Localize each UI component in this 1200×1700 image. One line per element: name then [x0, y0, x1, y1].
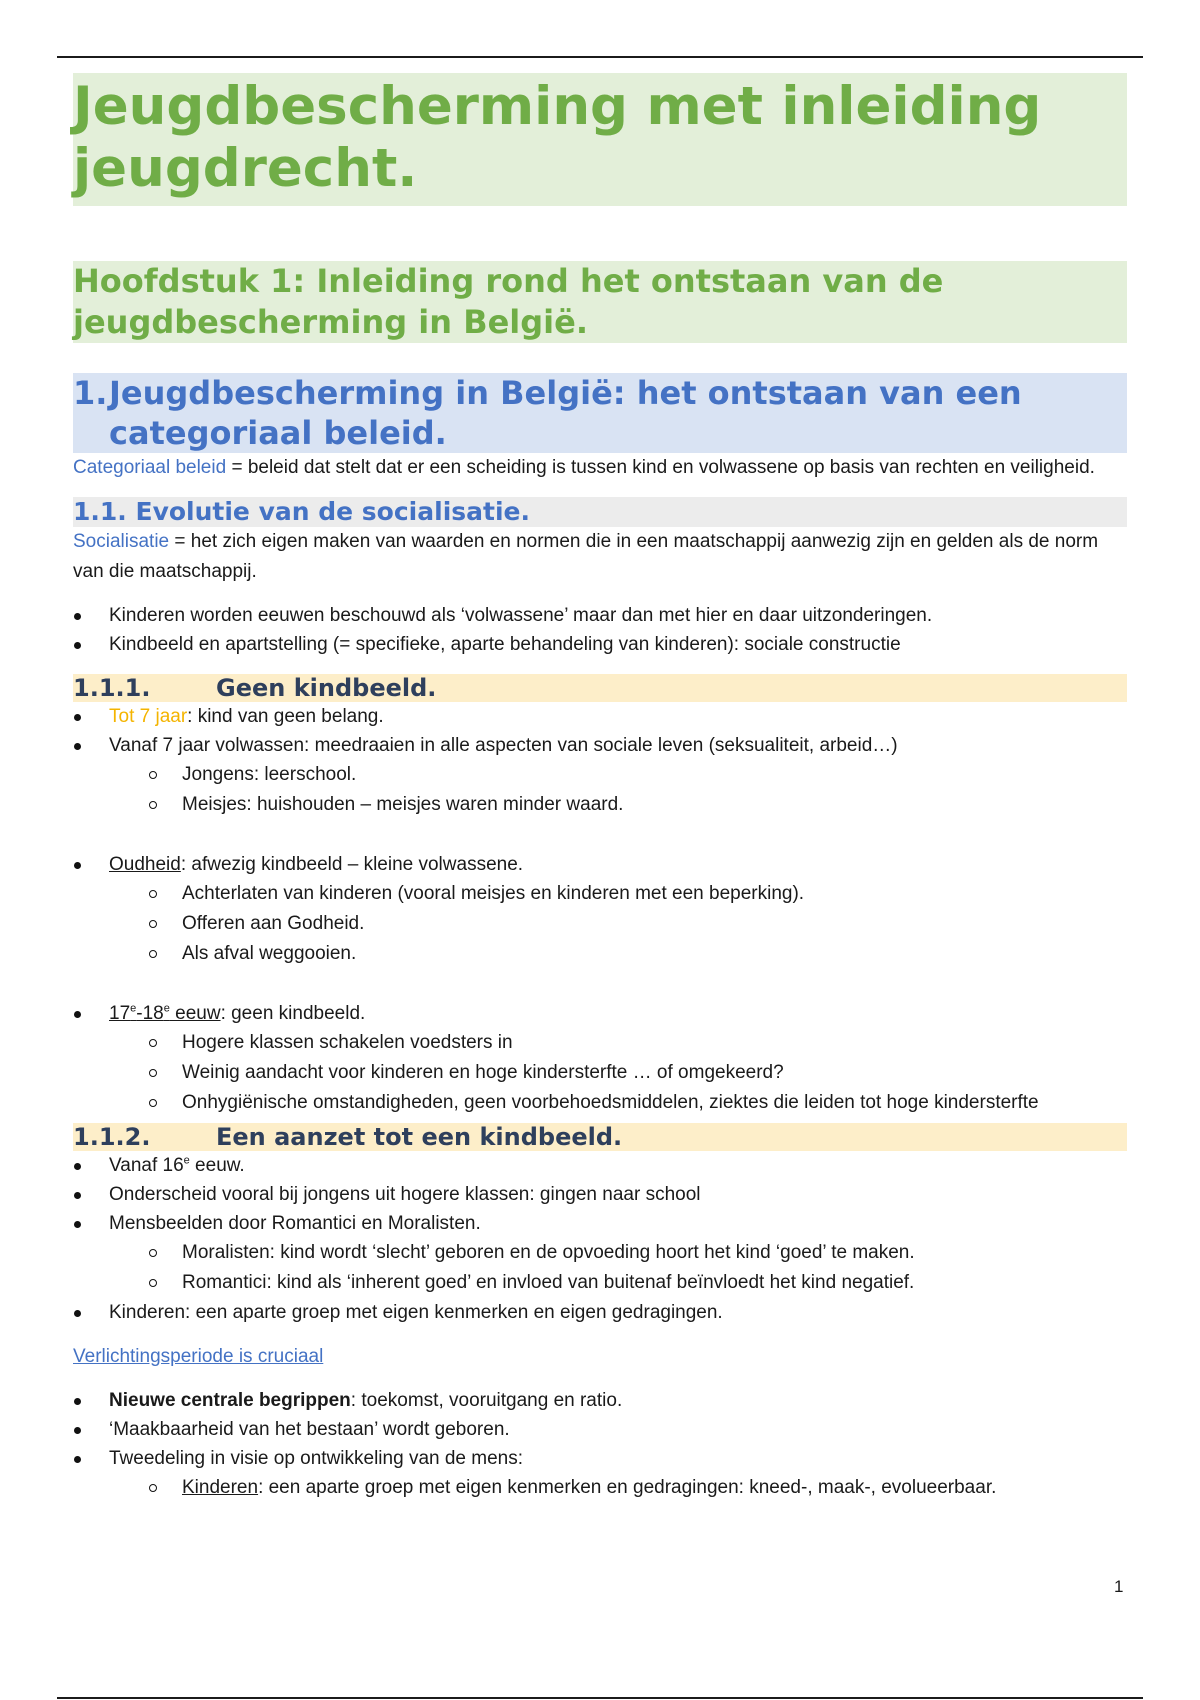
list-item: Kinderen: een aparte groep met eigen kenmerken en eigen gedragingen.: [73, 1298, 1127, 1327]
chapter-heading: Hoofdstuk 1: Inleiding rond het ontstaan van de jeugdbescherming in België.: [73, 261, 1127, 343]
kinderen-term: Kinderen: [182, 1477, 259, 1498]
list-item: [73, 999, 1127, 1028]
footer-rule: [57, 1697, 1143, 1699]
sub-list-item: Weinig aandacht voor kinderen en hoge kindersterfte … of omgekeerd?: [73, 1058, 1127, 1088]
categoriaal-text: = beleid dat stelt dat er een scheiding is tussen kind en volwassene op basis van rechten en veiligheid.: [226, 457, 1095, 478]
section-1-1-heading: 1.1. Evolutie van de socialisatie.: [73, 497, 1127, 527]
list-item: [73, 702, 1127, 731]
sub-list-item: Jongens: leerschool.: [73, 760, 1127, 790]
sublist: [73, 760, 1127, 820]
superscript: e: [183, 1154, 190, 1167]
section-1-title: Jeugdbescherming in België: het ontstaan van een categoriaal beleid.: [109, 374, 1022, 452]
eeuw-list: [73, 999, 1127, 1028]
verlichting-heading: Verlichtingsperiode is cruciaal: [73, 1346, 324, 1367]
list-item: Kinderen worden eeuwen beschouwd als ‘volwassene’ maar dan met hier en daar uitzonderingen.: [73, 601, 1127, 630]
categoriaal-term: Categoriaal beleid: [73, 457, 227, 478]
document-title: Jeugdbescherming met inleiding jeugdrecht.: [73, 73, 1127, 206]
page-number: 1: [1114, 1577, 1124, 1596]
socialisatie-term: Socialisatie: [73, 531, 170, 552]
list-item: [73, 850, 1127, 879]
section-1-1-2-heading: [73, 1123, 1127, 1151]
list-item-text: Vanaf 16: [109, 1155, 184, 1176]
sublist: [73, 1473, 1127, 1503]
centrale-begrippen-term: Nieuwe centrale begrippen: [109, 1390, 351, 1411]
sub-list-item: [73, 1473, 1127, 1503]
list-item: Vanaf 7 jaar volwassen: meedraaien in alle aspecten van sociale leven (seksualiteit, arbeid…): [73, 731, 1127, 760]
eeuw-text: -18: [136, 1003, 164, 1024]
list-item: ‘Maakbaarheid van het bestaan’ wordt geboren.: [73, 1415, 1127, 1444]
list-item: Mensbeelden door Romantici en Moralisten.: [73, 1209, 1127, 1238]
eeuw-term: [109, 1003, 221, 1024]
document-page: [73, 73, 1127, 1503]
aanzet-list: [73, 1151, 1127, 1238]
section-1-number: 1.: [73, 374, 108, 412]
list-item: Onderscheid vooral bij jongens uit hogere klassen: gingen naar school: [73, 1180, 1127, 1209]
sub-list-item-text: : een aparte groep met eigen kenmerken en gedragingen: kneed-, maak-, evolueerbaar.: [258, 1477, 997, 1498]
oudheid-term: Oudheid: [109, 854, 181, 875]
list-item-text: : geen kindbeeld.: [220, 1003, 366, 1024]
list-item: Kindbeeld en apartstelling (= specifieke, aparte behandeling van kinderen): sociale constructie: [73, 630, 1127, 659]
socialisatie-bullets: [73, 601, 1127, 659]
sublist: [73, 1028, 1127, 1118]
superscript: e: [130, 1002, 137, 1015]
section-1-1-1-title: Geen kindbeeld.: [216, 674, 437, 702]
categoriaal-definition: [73, 453, 1127, 483]
sublist: [73, 879, 1127, 969]
sub-list-item: Achterlaten van kinderen (vooral meisjes en kinderen met een beperking).: [73, 879, 1127, 909]
list-item-text: : toekomst, vooruitgang en ratio.: [350, 1390, 623, 1411]
sub-list-item: Offeren aan Godheid.: [73, 909, 1127, 939]
geen-kindbeeld-list: [73, 702, 1127, 760]
list-item-text: eeuw.: [189, 1155, 245, 1176]
sublist: [73, 1238, 1127, 1298]
eeuw-text: eeuw: [169, 1003, 221, 1024]
oudheid-list: [73, 850, 1127, 879]
sub-list-item: Moralisten: kind wordt ‘slecht’ geboren en de opvoeding hoort het kind ‘goed’ te maken.: [73, 1238, 1127, 1268]
aanzet-list-continued: [73, 1298, 1127, 1327]
list-item: [73, 1151, 1127, 1180]
list-item-text: : kind van geen belang.: [187, 706, 384, 727]
socialisatie-text: = het zich eigen maken van waarden en normen die in een maatschappij aanwezig zijn en gelden als de norm van die maatschappij.: [73, 531, 1099, 582]
eeuw-text: 17: [109, 1003, 131, 1024]
section-1-1-1-heading: [73, 674, 1127, 702]
section-1-heading: [73, 373, 1127, 453]
section-1-1-2-number: 1.1.2.: [73, 1123, 151, 1151]
sub-list-item: Romantici: kind als ‘inherent goed’ en invloed van buitenaf beïnvloedt het kind negatief.: [73, 1268, 1127, 1298]
list-item-text: : afwezig kindbeeld – kleine volwassene.: [180, 854, 524, 875]
list-item: Tweedeling in visie op ontwikkeling van de mens:: [73, 1444, 1127, 1473]
header-rule: [57, 56, 1143, 58]
sub-list-item: Onhygiënische omstandigheden, geen voorbehoedsmiddelen, ziektes die leiden tot hoge kindersterfte: [73, 1088, 1127, 1118]
section-1-1-1-number: 1.1.1.: [73, 674, 151, 702]
sub-list-item: Meisjes: huishouden – meisjes waren minder waard.: [73, 790, 1127, 820]
sub-list-item: Als afval weggooien.: [73, 939, 1127, 969]
sub-list-item: Hogere klassen schakelen voedsters in: [73, 1028, 1127, 1058]
superscript: e: [163, 1002, 170, 1015]
list-item: [73, 1386, 1127, 1415]
tot-7-jaar-term: Tot 7 jaar: [109, 706, 188, 727]
section-1-1-2-title: Een aanzet tot een kindbeeld.: [216, 1123, 623, 1151]
verlichting-list: [73, 1386, 1127, 1473]
socialisatie-definition: [73, 527, 1127, 587]
